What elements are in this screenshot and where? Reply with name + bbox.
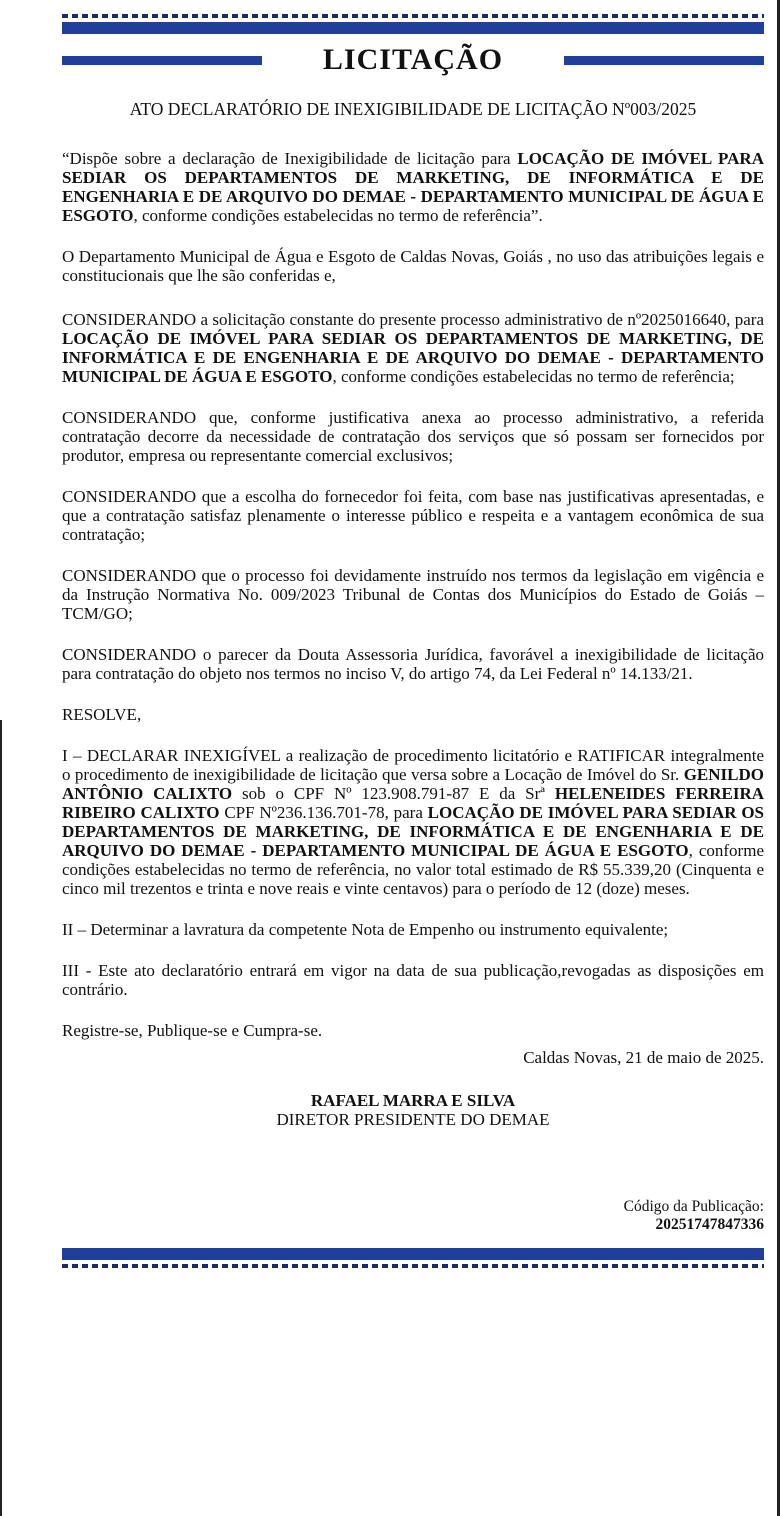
publication-code: 20251747847336 <box>655 1216 764 1233</box>
considerando-1-bold-object: LOCAÇÃO DE IMÓVEL PARA SEDIAR OS DEPARTAMENTOS DE MARKETING, DE INFORMÁTICA E DE ENGENHARIA E DE ARQUIVO DO DEMAE - DEPARTAMENTO MUNICIPAL DE ÁGUA E ESGOTO <box>62 329 764 386</box>
signer-role: DIRETOR PRESIDENTE DO DEMAE <box>276 1110 550 1129</box>
item-1-text-2: sob o CPF Nº 123.908.791-87 E da Srª <box>232 784 555 803</box>
title-row <box>62 40 764 80</box>
bottom-blue-bar <box>62 1248 764 1260</box>
act-heading: ATO DECLARATÓRIO DE INEXIGIBILIDADE DE LICITAÇÃO Nº003/2025 <box>129 99 697 119</box>
intro-bold-object: LOCAÇÃO DE IMÓVEL PARA SEDIAR OS DEPARTAMENTOS DE MARKETING, DE INFORMÁTICA E DE ENGENHARIA E DE ARQUIVO DO DEMAE - DEPARTAMENTO MUNICIPAL DE ÁGUA E ESGOTO <box>62 149 764 225</box>
item-1-bold-object: LOCAÇÃO DE IMÓVEL PARA SEDIAR OS DEPARTAMENTOS DE MARKETING, DE INFORMÁTICA E DE ENGENHARIA E DE ARQUIVO DO DEMAE - DEPARTAMENTO MUNICIPAL DE ÁGUA E ESGOTO <box>62 803 764 860</box>
item-3: III - Este ato declaratório entrará em vigor na data de sua publicação,revogadas as disposições em contrário. <box>62 961 764 999</box>
intro-text-2: , conforme condições estabelecidas no termo de referência”. <box>133 206 543 225</box>
item-1-text-3: CPF Nº236.136.701-78, para <box>219 803 428 822</box>
item-1 <box>62 746 764 898</box>
item-2: II – Determinar a lavratura da competente Nota de Empenho ou instrumento equivalente; <box>62 920 669 939</box>
item-1-bold-name-1: GENILDO ANTÔNIO CALIXTO <box>62 765 764 803</box>
item-1-text-1: I – DECLARAR INEXIGÍVEL a realização de procedimento licitatório e RATIFICAR integralmente o procedimento de inexigibilidade de licitação que versa sobre a Locação de Imóvel do Sr. <box>62 746 764 784</box>
considerando-5: CONSIDERANDO o parecer da Douta Assessoria Jurídica, favorável a inexigibilidade de licitação para contratação do objeto nos termos no inciso V, do artigo 74, da Lei Federal nº 14.133/21. <box>62 645 764 683</box>
item-1-text-4: , conforme condições estabelecidas no termo de referência, no valor total estimado de R$ 55.339,20 (Cinquenta e cinco mil trezentos e trinta e nove reais e vinte centavos) para o período de 12 (doze) meses. <box>62 841 764 898</box>
document-body <box>62 100 764 1129</box>
considerando-3: CONSIDERANDO que a escolha do fornecedor foi feita, com base nas justificativas apresentadas, e que a contratação satisfaz plenamente o interesse público e respeita e a vantagem econômica de sua contratação; <box>62 487 764 544</box>
page-title: LICITAÇÃO <box>322 43 504 76</box>
considerando-4: CONSIDERANDO que o processo foi devidamente instruído nos termos da legislação em vigência e da Instrução Normativa No. 009/2023 Tribunal de Contas dos Municípios do Estado de Goiás – TCM/GO; <box>62 566 764 623</box>
considerando-2: CONSIDERANDO que, conforme justificativa anexa ao processo administrativo, a referida contratação decorre da necessidade de contratação dos serviços que só possam ser fornecidos por produtor, empresa ou representante comercial exclusivos; <box>62 408 764 465</box>
considerando-1-text-1: CONSIDERANDO a solicitação constante do presente processo administrativo de nº2025016640, para <box>62 310 764 329</box>
date-line: Caldas Novas, 21 de maio de 2025. <box>523 1048 764 1067</box>
intro-text-1: “Dispõe sobre a declaração de Inexigibilidade de licitação para <box>62 149 518 168</box>
considerando-1-text-2: , conforme condições estabelecidas no termo de referência; <box>332 367 735 386</box>
signer-name: RAFAEL MARRA E SILVA <box>310 1091 516 1110</box>
top-dotted-rule <box>62 14 764 18</box>
left-border <box>0 720 2 1516</box>
registre-line: Registre-se, Publique-se e Cumpra-se. <box>62 1021 323 1040</box>
top-blue-bar <box>62 22 764 34</box>
department-paragraph: O Departamento Municipal de Água e Esgoto de Caldas Novas, Goiás , no uso das atribuições legais e constitucionais que lhe são conferidas e, <box>62 247 764 285</box>
publication-code-block <box>624 1198 764 1234</box>
bottom-dotted-rule <box>62 1264 764 1268</box>
resolve-label: RESOLVE, <box>62 705 142 724</box>
publication-code-label: Código da Publicação: <box>623 1198 764 1215</box>
item-1-bold-name-2: HELENEIDES FERREIRA RIBEIRO CALIXTO <box>62 784 765 822</box>
considerando-1 <box>62 310 764 386</box>
signature-block <box>62 1091 764 1129</box>
intro-paragraph <box>62 149 764 225</box>
